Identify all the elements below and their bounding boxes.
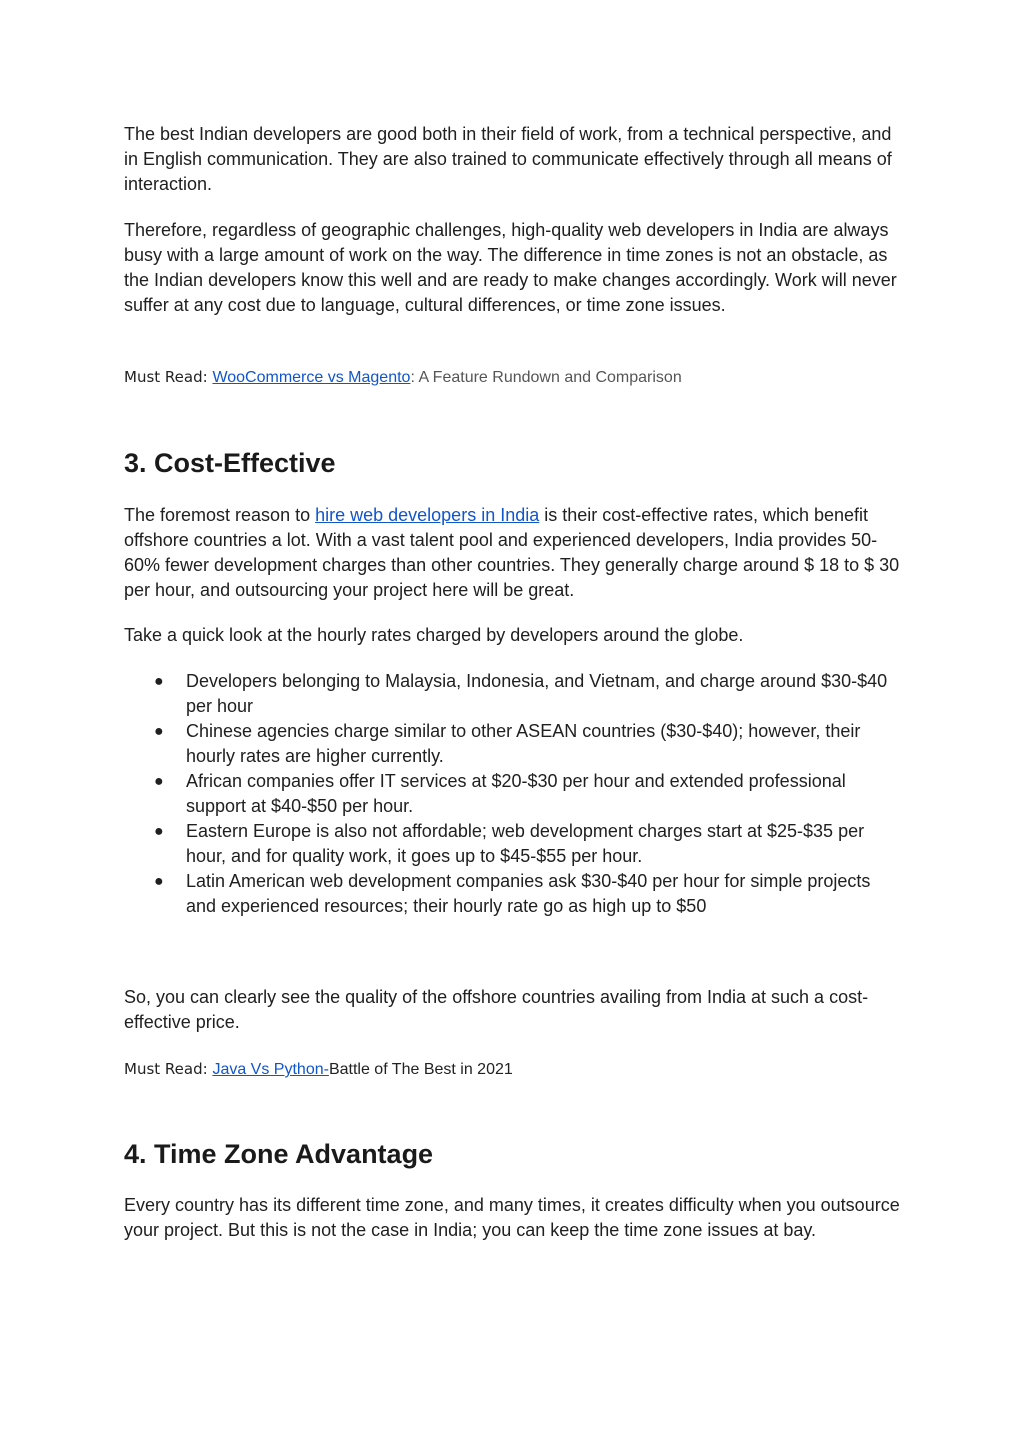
must-read-rest: Battle of The Best in 2021 [328,1061,513,1078]
bullet-icon: ● [154,873,164,890]
section-3-heading: 3. Cost-Effective [124,448,336,478]
must-read-rest: : A Feature Rundown and Comparison [410,369,682,386]
intro-paragraph-2: Therefore, regardless of geographic challenges, high-quality web developers in India are always busy with a large amount of work on the way. The difference in time zones is not an obstacle, as the Indian developers know this well and are ready to make changes accordingly. Work will never suffer at any cost due to language, cultural differences, or time zone issues. [124,220,897,315]
hire-web-developers-link[interactable]: hire web developers in India [315,505,540,525]
section-3-paragraph-2: Take a quick look at the hourly rates charged by developers around the globe. [124,625,744,645]
list-item: ● African companies offer IT services at $20-$30 per hour and extended professional support at $40-$50 per hour. [154,771,846,816]
bullet-icon: ● [154,823,164,840]
section-3-paragraph-3: So, you can clearly see the quality of the offshore countries availing from India at such a cost-effective price. [124,987,869,1032]
section-4-heading: 4. Time Zone Advantage [124,1139,434,1169]
must-read-woocommerce [124,366,904,389]
must-read-prefix: Must Read: [124,368,213,386]
bullet-icon: ● [154,773,164,790]
section-3-paragraph-1: The foremost reason to hire web developers in India is their cost-effective rates, which benefit offshore countries a lot. With a vast talent pool and experienced developers, India provides 50-60% fewer development charges than other countries. They generally charge around $ 18 to $ 30 per hour, and outsourcing your project here will be great. [124,505,900,600]
list-item: ● Eastern Europe is also not affordable; web development charges start at $25-$35 per hour, and for quality work, it goes up to $45-$55 per hour. [154,821,865,866]
list-item: ● Latin American web development companies ask $30-$40 per hour for simple projects and experienced resources; their hourly rate go as high up to $50 [154,871,871,916]
must-read-prefix: Must Read: [124,1060,213,1078]
bullet-icon: ● [154,723,164,740]
must-read-java-python [124,1058,904,1081]
woocommerce-vs-magento-link[interactable]: WooCommerce vs Magento [212,369,411,386]
list-item: ● Developers belonging to Malaysia, Indonesia, and Vietnam, and charge around $30-$40 per hour [154,671,888,716]
java-vs-python-link[interactable]: Java Vs Python- [212,1061,329,1078]
bullet-icon: ● [154,673,164,690]
hourly-rates-list [124,669,904,919]
list-item: ● Chinese agencies charge similar to other ASEAN countries ($30-$40); however, their hourly rates are higher currently. [154,721,861,766]
intro-paragraph-1: The best Indian developers are good both in their field of work, from a technical perspective, and in English communication. They are also trained to communicate effectively through all means of interaction. [124,124,892,194]
section-4-paragraph-1: Every country has its different time zone, and many times, it creates difficulty when you outsource your project. But this is not the case in India; you can keep the time zone issues at bay. [124,1195,900,1240]
